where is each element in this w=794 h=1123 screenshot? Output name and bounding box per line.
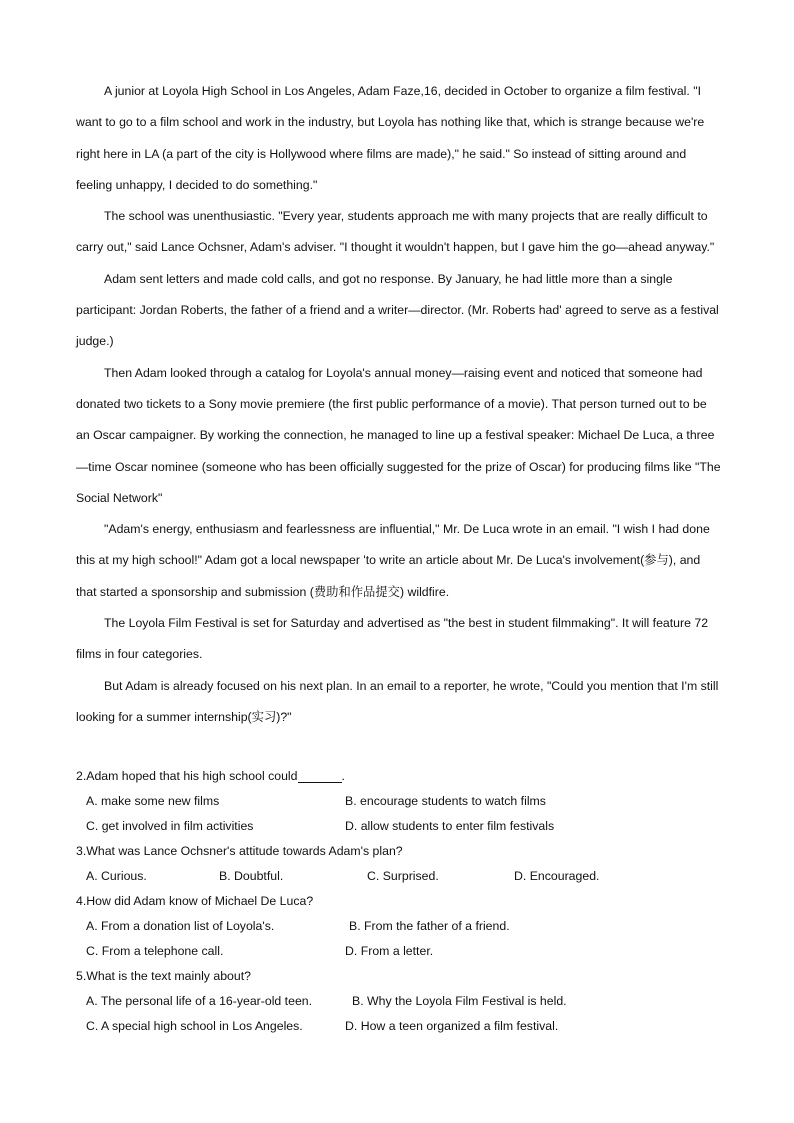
question-2-options-row-2	[76, 814, 736, 839]
question-5-option-a[interactable]: A. The personal life of a 16-year-old teen.	[86, 994, 313, 1008]
reading-passage	[76, 76, 721, 733]
question-list	[76, 764, 736, 1039]
question-4-stem: 4.How did Adam know of Michael De Luca?	[76, 894, 314, 908]
question-4-options-row-2	[76, 939, 736, 964]
question-4-option-a[interactable]: A. From a donation list of Loyola's.	[86, 919, 275, 933]
question-5-option-b[interactable]: B. Why the Loyola Film Festival is held.	[352, 994, 567, 1008]
passage-paragraph-1: A junior at Loyola High School in Los Angeles, Adam Faze,16, decided in October to organize a film festival. "I want to go to a film school and work in the industry, but Loyola has nothing like that, which is strange because we're right here in LA (a part of the city is Hollywood where films are made)," he said." So instead of sitting around and feeling unhappy, I decided to do something."	[76, 84, 705, 192]
question-5-stem: 5.What is the text mainly about?	[76, 969, 251, 983]
question-3-option-c[interactable]: C. Surprised.	[367, 869, 439, 883]
question-4-option-b[interactable]: B. From the father of a friend.	[349, 919, 510, 933]
answer-blank	[298, 768, 342, 783]
question-3-option-b[interactable]: B. Doubtful.	[219, 869, 284, 883]
question-3-option-d[interactable]: D. Encouraged.	[514, 869, 600, 883]
passage-paragraph-7: But Adam is already focused on his next plan. In an email to a reporter, he wrote, "Could you mention that I'm still looking for a summer internship(实习)?"	[76, 678, 719, 724]
passage-paragraph-6: The Loyola Film Festival is set for Saturday and advertised as "the best in student filmmaking". It will feature 72 films in four categories.	[76, 616, 709, 662]
passage-paragraph-2: The school was unenthusiastic. "Every year, students approach me with many projects that are really difficult to carry out," said Lance Ochsner, Adam's adviser. "I thought it wouldn't happen, but I gave him the go—ahead anyway."	[76, 209, 715, 255]
passage-paragraph-4: Then Adam looked through a catalog for Loyola's annual money—raising event and noticed that someone had donated two tickets to a Sony movie premiere (the first public performance of a movie). That person turned out to be an Oscar campaigner. By working the connection, he managed to line up a festival speaker: Michael De Luca, a three—time Oscar nominee (someone who has been officially suggested for the prize of Oscar) for producing films like "The Social Network"	[76, 365, 721, 505]
passage-paragraph-5: "Adam's energy, enthusiasm and fearlessness are influential," Mr. De Luca wrote in an email. "I wish I had done this at my high school!" Adam got a local newspaper 'to write an article about Mr. De Luca's involvement(参与), and that started a sponsorship and submission (费助和作品提交) wildfire.	[76, 522, 710, 599]
question-5-options-row-2	[76, 1014, 736, 1039]
question-3-options-row	[76, 864, 736, 889]
question-4-options-row-1	[76, 914, 736, 939]
passage-paragraph-3: Adam sent letters and made cold calls, and got no response. By January, he had little more than a single participant: Jordan Roberts, the father of a friend and a writer—director. (Mr. Roberts had' agreed to serve as a festival judge.)	[76, 271, 719, 349]
question-2-option-c[interactable]: C. get involved in film activities	[86, 819, 254, 833]
question-5-option-d[interactable]: D. How a teen organized a film festival.	[345, 1019, 559, 1033]
question-5-options-row-1	[76, 989, 736, 1014]
question-5-option-c[interactable]: C. A special high school in Los Angeles.	[86, 1019, 303, 1033]
question-2-options-row-1	[76, 789, 736, 814]
question-3-option-a[interactable]: A. Curious.	[86, 869, 147, 883]
question-2-option-d[interactable]: D. allow students to enter film festivals	[345, 819, 555, 833]
question-2-stem: 2.Adam hoped that his high school could .	[76, 769, 345, 783]
question-4-option-d[interactable]: D. From a letter.	[345, 944, 434, 958]
question-2-option-a[interactable]: A. make some new films	[86, 794, 220, 808]
question-2-option-b[interactable]: B. encourage students to watch films	[345, 794, 546, 808]
question-3-stem: 3.What was Lance Ochsner's attitude towards Adam's plan?	[76, 844, 403, 858]
question-4-option-c[interactable]: C. From a telephone call.	[86, 944, 224, 958]
